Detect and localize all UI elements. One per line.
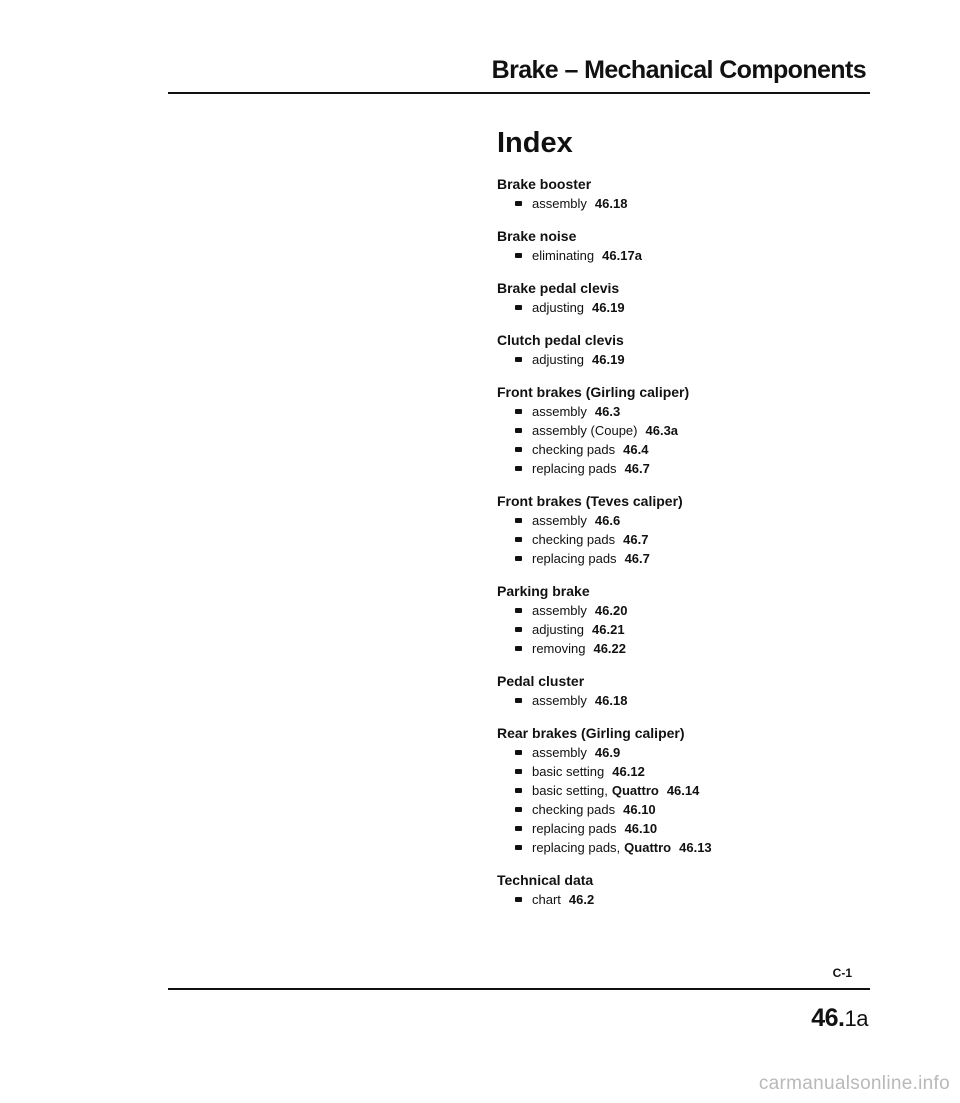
index-entry-text: checking pads [532, 532, 616, 547]
index-section [497, 724, 877, 857]
index-entry [497, 691, 877, 710]
index-entry [497, 838, 877, 857]
index-section [497, 175, 877, 213]
index-entry-text: adjusting [532, 352, 585, 367]
bottom-rule [168, 988, 870, 990]
index-entry-text: replacing pads [532, 821, 617, 836]
index-entry-text: replacing pads [532, 461, 617, 476]
index-entry [497, 530, 877, 549]
index-section [497, 871, 877, 909]
bullet-icon [515, 518, 522, 523]
index-entry [497, 743, 877, 762]
index-section-title: Front brakes (Girling caliper) [497, 384, 690, 400]
index-entry [497, 350, 877, 369]
index-entry-text: chart [532, 892, 561, 907]
index-section-title: Brake noise [497, 228, 577, 244]
index-entry-page: 46.9 [594, 745, 621, 760]
index-entry [497, 800, 877, 819]
index-entry-text: checking pads [532, 442, 616, 457]
index-entry-emphasis: Quattro [611, 783, 659, 798]
index-entry [497, 549, 877, 568]
index-entry-page: 46.18 [594, 693, 628, 708]
index-entry-text: basic setting [532, 764, 605, 779]
bullet-icon [515, 807, 522, 812]
bullet-icon [515, 750, 522, 755]
index-entry-page: 46.10 [624, 821, 658, 836]
bullet-icon [515, 305, 522, 310]
bullet-icon [515, 447, 522, 452]
index-section-title: Front brakes (Teves caliper) [497, 493, 683, 509]
index-entry-page: 46.20 [594, 603, 628, 618]
bullet-icon [515, 537, 522, 542]
index-entry-text: removing [532, 641, 586, 656]
index-entry-page: 46.13 [679, 840, 712, 855]
index-entry [497, 402, 877, 421]
index-entry-page: 46.19 [592, 352, 625, 367]
watermark: carmanualsonline.info [758, 1073, 950, 1094]
index-entry [497, 639, 877, 658]
bullet-icon [515, 608, 522, 613]
index-section-title: Brake pedal clevis [497, 280, 620, 296]
index-section [497, 227, 877, 265]
index-entry [497, 440, 877, 459]
index-entry [497, 459, 877, 478]
index-section-title: Parking brake [497, 583, 590, 599]
index-entry [497, 298, 877, 317]
index-entry-page: 46.2 [568, 892, 595, 907]
bullet-icon [515, 698, 522, 703]
index-section [497, 492, 877, 568]
index-title: Index [497, 127, 573, 159]
index-entry-page: 46.17a [602, 248, 642, 263]
index-entry-page: 46.14 [666, 783, 700, 798]
index-entry-text: assembly [532, 404, 587, 419]
index-entry-text: assembly [532, 603, 587, 618]
index-entry-text: checking pads [532, 802, 616, 817]
index-entry [497, 421, 877, 440]
bullet-icon [515, 428, 522, 433]
index-entry-text: assembly [532, 196, 587, 211]
index-section-title: Technical data [497, 872, 594, 888]
index-entry [497, 781, 877, 800]
index-section [497, 383, 877, 478]
index-entry-page: 46.19 [592, 300, 625, 315]
index-section-title: Rear brakes (Girling caliper) [497, 725, 685, 741]
page-number-main: 46. [811, 1004, 845, 1032]
index-entry-text: assembly [532, 513, 587, 528]
index-entry [497, 601, 877, 620]
bullet-icon [515, 646, 522, 651]
index-entry-text: assembly [532, 693, 587, 708]
index-entry-text: adjusting [532, 622, 585, 637]
bullet-icon [515, 788, 522, 793]
bullet-icon [515, 556, 522, 561]
index-entry-page: 46.10 [623, 802, 656, 817]
index-entry [497, 246, 877, 265]
index-entry-page: 46.3a [645, 423, 679, 438]
header-title: Brake – Mechanical Components [491, 56, 866, 84]
index-entry [497, 511, 877, 530]
bullet-icon [515, 627, 522, 632]
index-entry-emphasis: Quattro [624, 840, 672, 855]
index-entry-page: 46.3 [594, 404, 621, 419]
index-entry-page: 46.12 [612, 764, 645, 779]
index-section-title: Brake booster [497, 176, 592, 192]
index-entry-page: 46.7 [624, 461, 650, 476]
index-entry-text: assembly [532, 745, 587, 760]
index-entry-text: basic setting, [532, 783, 608, 798]
index-section [497, 331, 877, 369]
index-section-title: Clutch pedal clevis [497, 332, 624, 348]
index-section-title: Pedal cluster [497, 673, 585, 689]
bullet-icon [515, 201, 522, 206]
index-entry [497, 194, 877, 213]
bullet-icon [515, 897, 522, 902]
bullet-icon [515, 409, 522, 414]
index-entry-text: replacing pads [532, 551, 617, 566]
bullet-icon [515, 769, 522, 774]
index-entry-page: 46.22 [593, 641, 627, 656]
page-code: C-1 [832, 966, 852, 980]
bullet-icon [515, 253, 522, 258]
index-entry-page: 46.18 [594, 196, 628, 211]
index-entry [497, 620, 877, 639]
index-entry-text: replacing pads, [532, 840, 621, 855]
index-entry [497, 819, 877, 838]
bullet-icon [515, 357, 522, 362]
bullet-icon [515, 845, 522, 850]
index-section [497, 279, 877, 317]
index-list [497, 175, 877, 923]
index-entry-text: adjusting [532, 300, 585, 315]
bullet-icon [515, 466, 522, 471]
page-number [811, 1004, 868, 1033]
index-entry-page: 46.6 [594, 513, 621, 528]
top-rule [168, 92, 870, 94]
index-section [497, 582, 877, 658]
index-entry-page: 46.4 [623, 442, 649, 457]
index-entry-page: 46.7 [623, 532, 649, 547]
index-entry [497, 762, 877, 781]
index-section [497, 672, 877, 710]
index-entry-page: 46.21 [592, 622, 625, 637]
index-entry-text: eliminating [532, 248, 595, 263]
index-entry-text: assembly (Coupe) [532, 423, 638, 438]
bullet-icon [515, 826, 522, 831]
index-entry-page: 46.7 [624, 551, 650, 566]
page-number-suffix: 1a [844, 1006, 868, 1031]
index-entry [497, 890, 877, 909]
